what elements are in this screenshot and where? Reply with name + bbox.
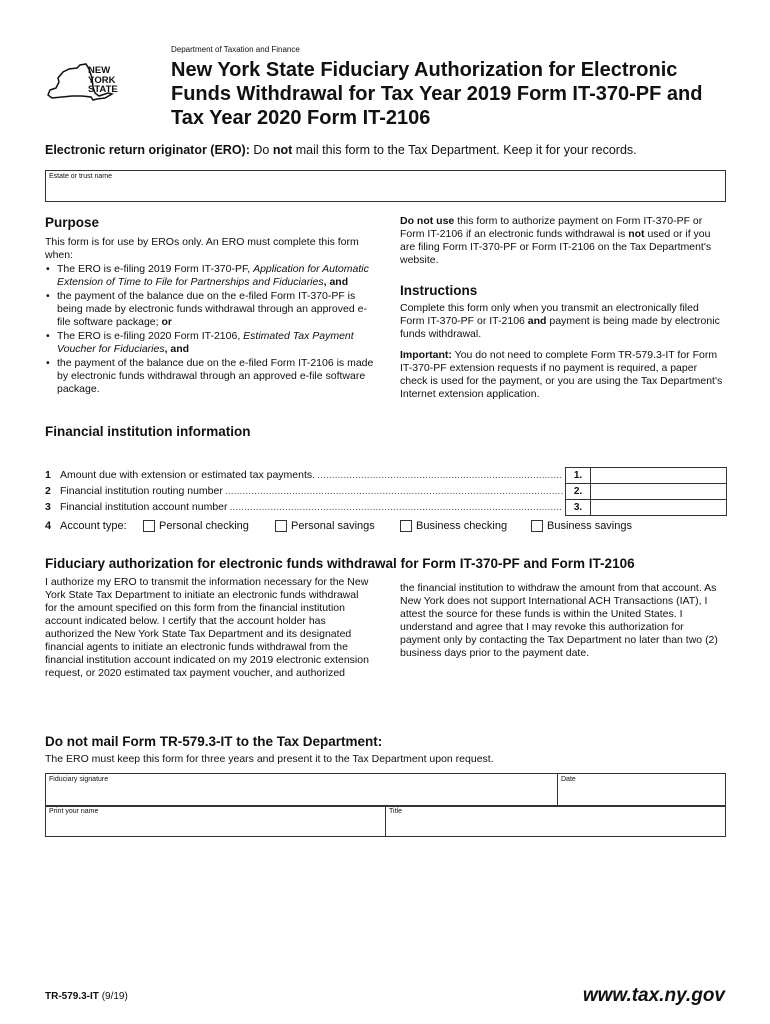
checkbox[interactable] [531, 520, 543, 532]
option-label: Personal checking [159, 520, 249, 532]
purpose-bullet: • the payment of the balance due on the e-filed Form IT-2106 is made by electronic funds withdrawal through an approved e-file software package. [45, 357, 380, 396]
form-revision: (9/19) [101, 991, 128, 1002]
title-field[interactable] [385, 805, 726, 837]
line-number: 1 [45, 469, 51, 481]
date-field[interactable] [557, 773, 726, 807]
business-checking-option[interactable] [400, 520, 507, 532]
field-label: Print your name [49, 808, 99, 815]
do-not-use-bold: Do not use [400, 215, 455, 227]
box-number: 1. [566, 468, 591, 483]
estate-name-field[interactable] [45, 170, 726, 202]
authorization-heading: Fiduciary authorization for electronic funds withdrawal for Form IT-370-PF and Form IT-2106 [45, 556, 635, 571]
purpose-section [45, 215, 380, 396]
do-not-mail-heading: Do not mail Form TR-579.3-IT to the Tax Department: [45, 734, 383, 749]
logo-text-line: STATE [88, 84, 118, 95]
logo-text [88, 66, 118, 95]
ero-pre: Do [253, 143, 270, 157]
logo-text-line: YORK [88, 74, 116, 86]
form-title: New York State Fiduciary Authorization for Electronic Funds Withdrawal for Tax Year 2019 Form IT-370-PF and Tax Year 2020 Form IT-2106 [171, 59, 703, 129]
line-number: 4 [45, 520, 52, 532]
print-name-field[interactable] [45, 805, 386, 837]
checkbox[interactable] [400, 520, 412, 532]
do-not-use-text: this form to authorize payment on Form IT-370-PF or Form IT-2106 if an electronic funds withdrawal is [400, 215, 703, 240]
bullet-text: The ERO is e-filing 2020 Form IT-2106, [57, 330, 241, 342]
ero-note [45, 143, 637, 157]
bullet-text: The ERO is e-filing 2019 Form IT-370-PF, [57, 263, 251, 275]
right-column [400, 215, 725, 401]
box-number: 2. [566, 484, 591, 499]
option-label: Business checking [416, 520, 508, 532]
personal-checking-option[interactable] [143, 520, 249, 532]
do-not-mail-text: The ERO must keep this form for three years and present it to the Tax Department upon request. [45, 753, 494, 765]
instructions-text [400, 302, 725, 341]
financial-entry-grid [565, 467, 727, 516]
do-not-use-not: not [628, 228, 645, 240]
amount-due-row[interactable] [566, 468, 726, 484]
checkbox[interactable] [143, 520, 155, 532]
ero-not: not [272, 143, 293, 157]
instructions-text1: Complete this form only when you transmit an electronically filed Form IT-370-PF or IT-2106 [400, 302, 699, 327]
do-not-use-note [400, 215, 725, 267]
line-1 [45, 469, 565, 482]
bullet-and: , and [164, 343, 190, 355]
bullet-and: , and [323, 276, 349, 288]
bullet-italic: Application for Automatic Extension of Time to File for Partnerships and Fiduciaries [57, 263, 369, 288]
important-note [400, 349, 725, 401]
routing-number-row[interactable] [566, 484, 726, 500]
purpose-bullet [45, 290, 380, 329]
account-number-row[interactable] [566, 500, 726, 515]
box-number: 3. [566, 500, 591, 515]
account-type-label [45, 520, 127, 532]
line-label: Amount due with extension or estimated tax payments. [60, 469, 316, 481]
ero-rest: mail this form to the Tax Department. Keep it for your records. [295, 143, 637, 157]
leader-dots [230, 501, 563, 514]
estate-name-label: Estate or trust name [49, 173, 113, 180]
instructions-text2: payment is being made by electronic funds withdrawal. [400, 315, 720, 340]
ero-label: Electronic return originator (ERO): [45, 143, 250, 157]
line-number: 2 [45, 485, 51, 497]
line-3 [45, 501, 565, 514]
line-2 [45, 485, 565, 498]
bullet-italic: Estimated Tax Payment Voucher for Fiduciaries [57, 330, 354, 355]
line-label: Financial institution account number [60, 501, 228, 513]
authorization-text-col1: I authorize my ERO to transmit the information necessary for the New York State Tax Department to initiate an electronic funds withdrawal for the amount specified on this form from the financial institution account indicated below. I certify that the account holder has authorized the New York State Tax Department and its designated financial agents to initiate an electronic funds withdrawal from the financial institution account indicated on my 2019 electronic extension request, or 2020 estimated tax payment voucher, and authorized [45, 576, 369, 679]
do-not-use-text2: used or if you are filing Form IT-370-PF or Form IT-2106 on the Tax Department's website. [400, 228, 712, 266]
bullet-text: the payment of the balance due on the e-filed Form IT-370-PF is being made by electronic funds withdrawal through an approved e-file software package; [57, 290, 367, 328]
instructions-and: and [527, 315, 547, 327]
option-label: Personal savings [291, 520, 375, 532]
nys-map-icon [42, 60, 132, 104]
important-label: Important: [400, 349, 452, 361]
financial-heading: Financial institution information [45, 424, 251, 439]
checkbox[interactable] [275, 520, 287, 532]
account-type-text: Account type: [60, 520, 127, 532]
nys-logo [42, 60, 132, 104]
important-text: You do not need to complete Form TR-579.3-IT for Form IT-370-PF extension requests if no payment is required, a paper check is used for the payment, or you are using the Tax Department's Internet extension application. [400, 349, 723, 400]
purpose-heading: Purpose [45, 215, 100, 230]
purpose-intro: This form is for use by EROs only. An ERO must complete this form when: [45, 236, 359, 261]
purpose-bullet [45, 263, 380, 289]
line-number: 3 [45, 501, 51, 513]
field-label: Title [389, 808, 402, 815]
form-id [45, 991, 128, 1002]
option-label: Business savings [547, 520, 632, 532]
field-label: Fiduciary signature [49, 776, 109, 783]
website-url[interactable]: www.tax.ny.gov [582, 985, 725, 1006]
bullet-or: or [161, 316, 172, 328]
business-savings-option[interactable] [531, 520, 632, 532]
logo-text-line: NEW [88, 65, 111, 76]
field-label: Date [561, 776, 576, 783]
purpose-bullet [45, 330, 380, 356]
leader-dots [225, 485, 563, 498]
instructions-heading: Instructions [400, 283, 478, 298]
personal-savings-option[interactable] [275, 520, 375, 532]
department-name: Department of Taxation and Finance [171, 45, 300, 54]
line-label: Financial institution routing number [60, 485, 223, 497]
authorization-text-col2: the financial institution to withdraw the amount from that account. As New York does not support International ACH Transactions (IAT), I attest the source for these funds is within the United States. I understand and agree that I may revoke this authorization for payment only by contacting the Tax Department no later than two (2) business days prior to the payment date. [400, 582, 718, 659]
leader-dots [317, 469, 563, 482]
form-id-code: TR-579.3-IT [45, 991, 99, 1002]
fiduciary-signature-field[interactable] [45, 773, 558, 807]
